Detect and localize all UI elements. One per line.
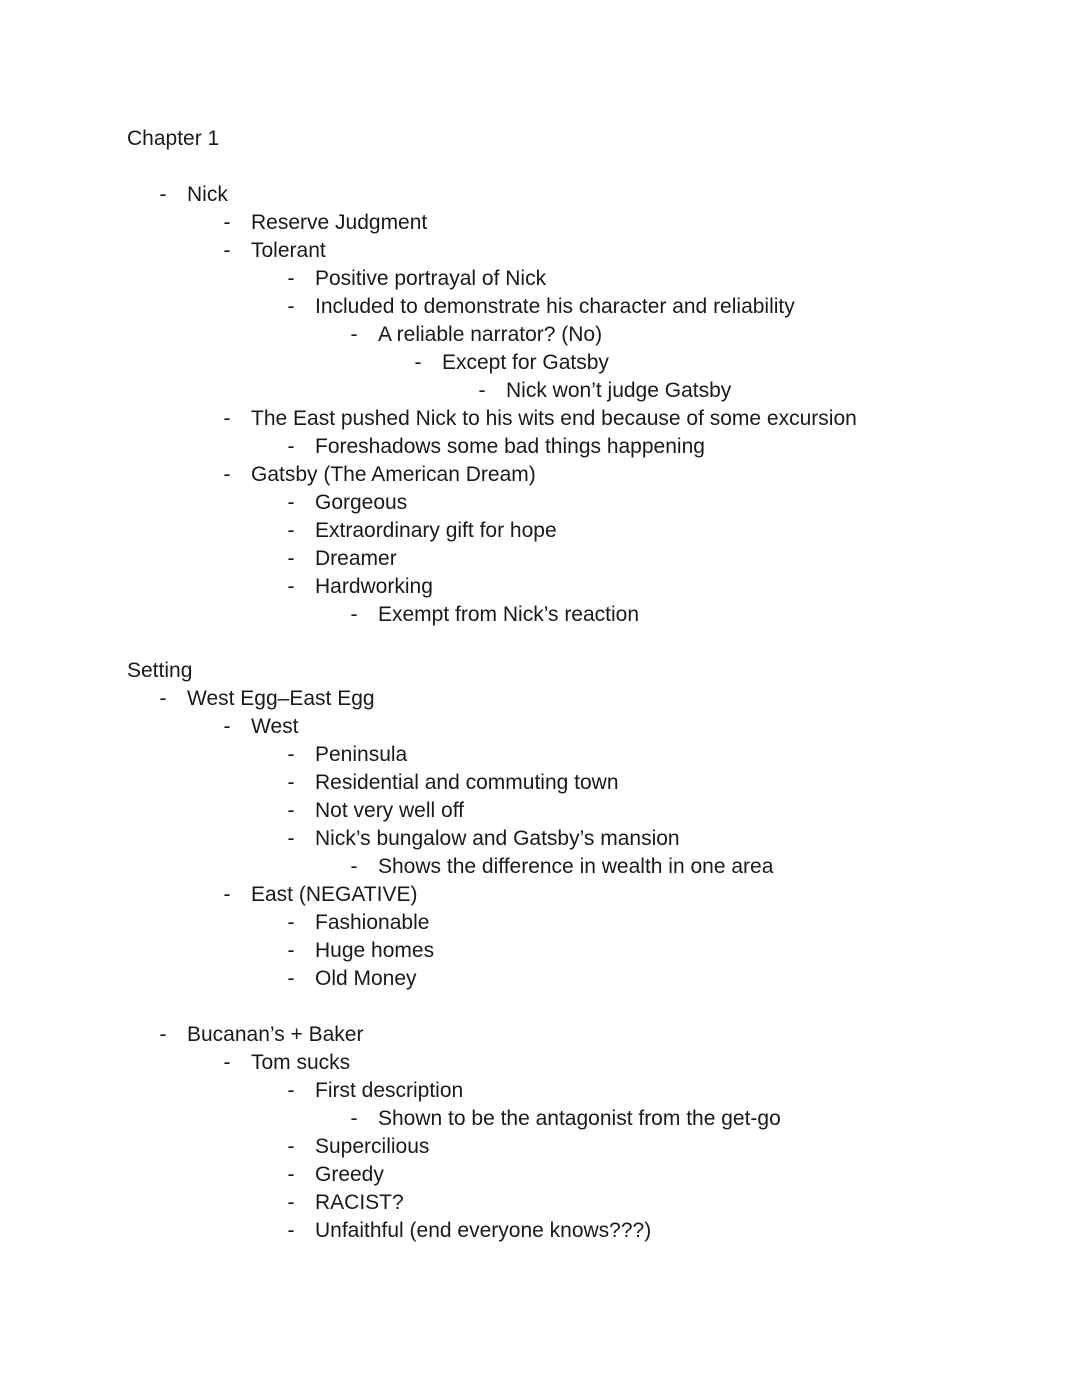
list-item-text: Extraordinary gift for hope [315,519,557,542]
list-item-text: Tom sucks [251,1051,351,1074]
bullet-dash: - [287,267,295,290]
list-item-text: Fashionable [315,911,430,934]
bullet-dash: - [287,491,295,514]
list-item-text: West [251,715,299,738]
list-item-text: Nick won’t judge Gatsby [506,379,732,402]
list-item-text: Except for Gatsby [442,351,609,374]
bullet-dash: - [287,939,295,962]
bullet-dash: - [287,967,295,990]
bullet-dash: - [287,1079,295,1102]
bullet-dash: - [159,183,167,206]
bullet-dash: - [287,295,295,318]
list-item-text: Old Money [315,967,417,990]
list-item-text: Shown to be the antagonist from the get-go [378,1107,781,1130]
list-item-text: Nick’s bungalow and Gatsby’s mansion [315,827,680,850]
list-item-text: Supercilious [315,1135,430,1158]
bullet-dash: - [350,1107,358,1130]
bullet-dash: - [287,911,295,934]
bullet-dash: - [223,1051,231,1074]
list-item-text: Not very well off [315,799,464,822]
list-item-text: Huge homes [315,939,435,962]
bullet-dash: - [350,855,358,878]
list-item-text: Foreshadows some bad things happening [315,435,705,458]
list-item-text: Greedy [315,1163,384,1186]
list-item-text: Shows the difference in wealth in one area [378,855,774,878]
bullet-dash: - [223,715,231,738]
bullet-dash: - [287,575,295,598]
list-item-text: Gorgeous [315,491,408,514]
bullet-dash: - [414,351,422,374]
list-item-text: Exempt from Nick’s reaction [378,603,640,626]
bullet-dash: - [223,239,231,262]
list-item-text: First description [315,1079,464,1102]
bullet-dash: - [350,323,358,346]
list-item-text: Nick [187,183,228,206]
bullet-dash: - [223,407,231,430]
list-item-text: Bucanan’s + Baker [187,1023,364,1046]
list-item-text: Hardworking [315,575,433,598]
bullet-dash: - [223,211,231,234]
bullet-dash: - [287,1191,295,1214]
bullet-dash: - [223,463,231,486]
bullet-dash: - [287,1135,295,1158]
bullet-dash: - [287,547,295,570]
bullet-dash: - [287,799,295,822]
list-item-text: East (NEGATIVE) [251,883,418,906]
bullet-dash: - [159,687,167,710]
bullet-dash: - [159,1023,167,1046]
list-item-text: Reserve Judgment [251,211,428,234]
bullet-dash: - [287,519,295,542]
list-item-text: Residential and commuting town [315,771,619,794]
section-heading: Chapter 1 [127,127,220,150]
bullet-dash: - [287,827,295,850]
list-item-text: Dreamer [315,547,397,570]
list-item-text: A reliable narrator? (No) [378,323,603,346]
list-item-text: Positive portrayal of Nick [315,267,547,290]
list-item-text: Unfaithful (end everyone knows???) [315,1219,652,1242]
section-heading: Setting [127,659,193,682]
list-item-text: West Egg–East Egg [187,687,375,710]
list-item-text: RACIST? [315,1191,404,1214]
bullet-dash: - [287,743,295,766]
bullet-dash: - [478,379,486,402]
bullet-dash: - [287,435,295,458]
list-item-text: The East pushed Nick to his wits end because of some excursion [251,407,857,430]
list-item-text: Peninsula [315,743,408,766]
bullet-dash: - [223,883,231,906]
bullet-dash: - [350,603,358,626]
list-item-text: Tolerant [251,239,326,262]
list-item-text: Gatsby (The American Dream) [251,463,536,486]
list-item-text: Included to demonstrate his character and reliability [315,295,795,318]
bullet-dash: - [287,1163,295,1186]
bullet-dash: - [287,771,295,794]
bullet-dash: - [287,1219,295,1242]
